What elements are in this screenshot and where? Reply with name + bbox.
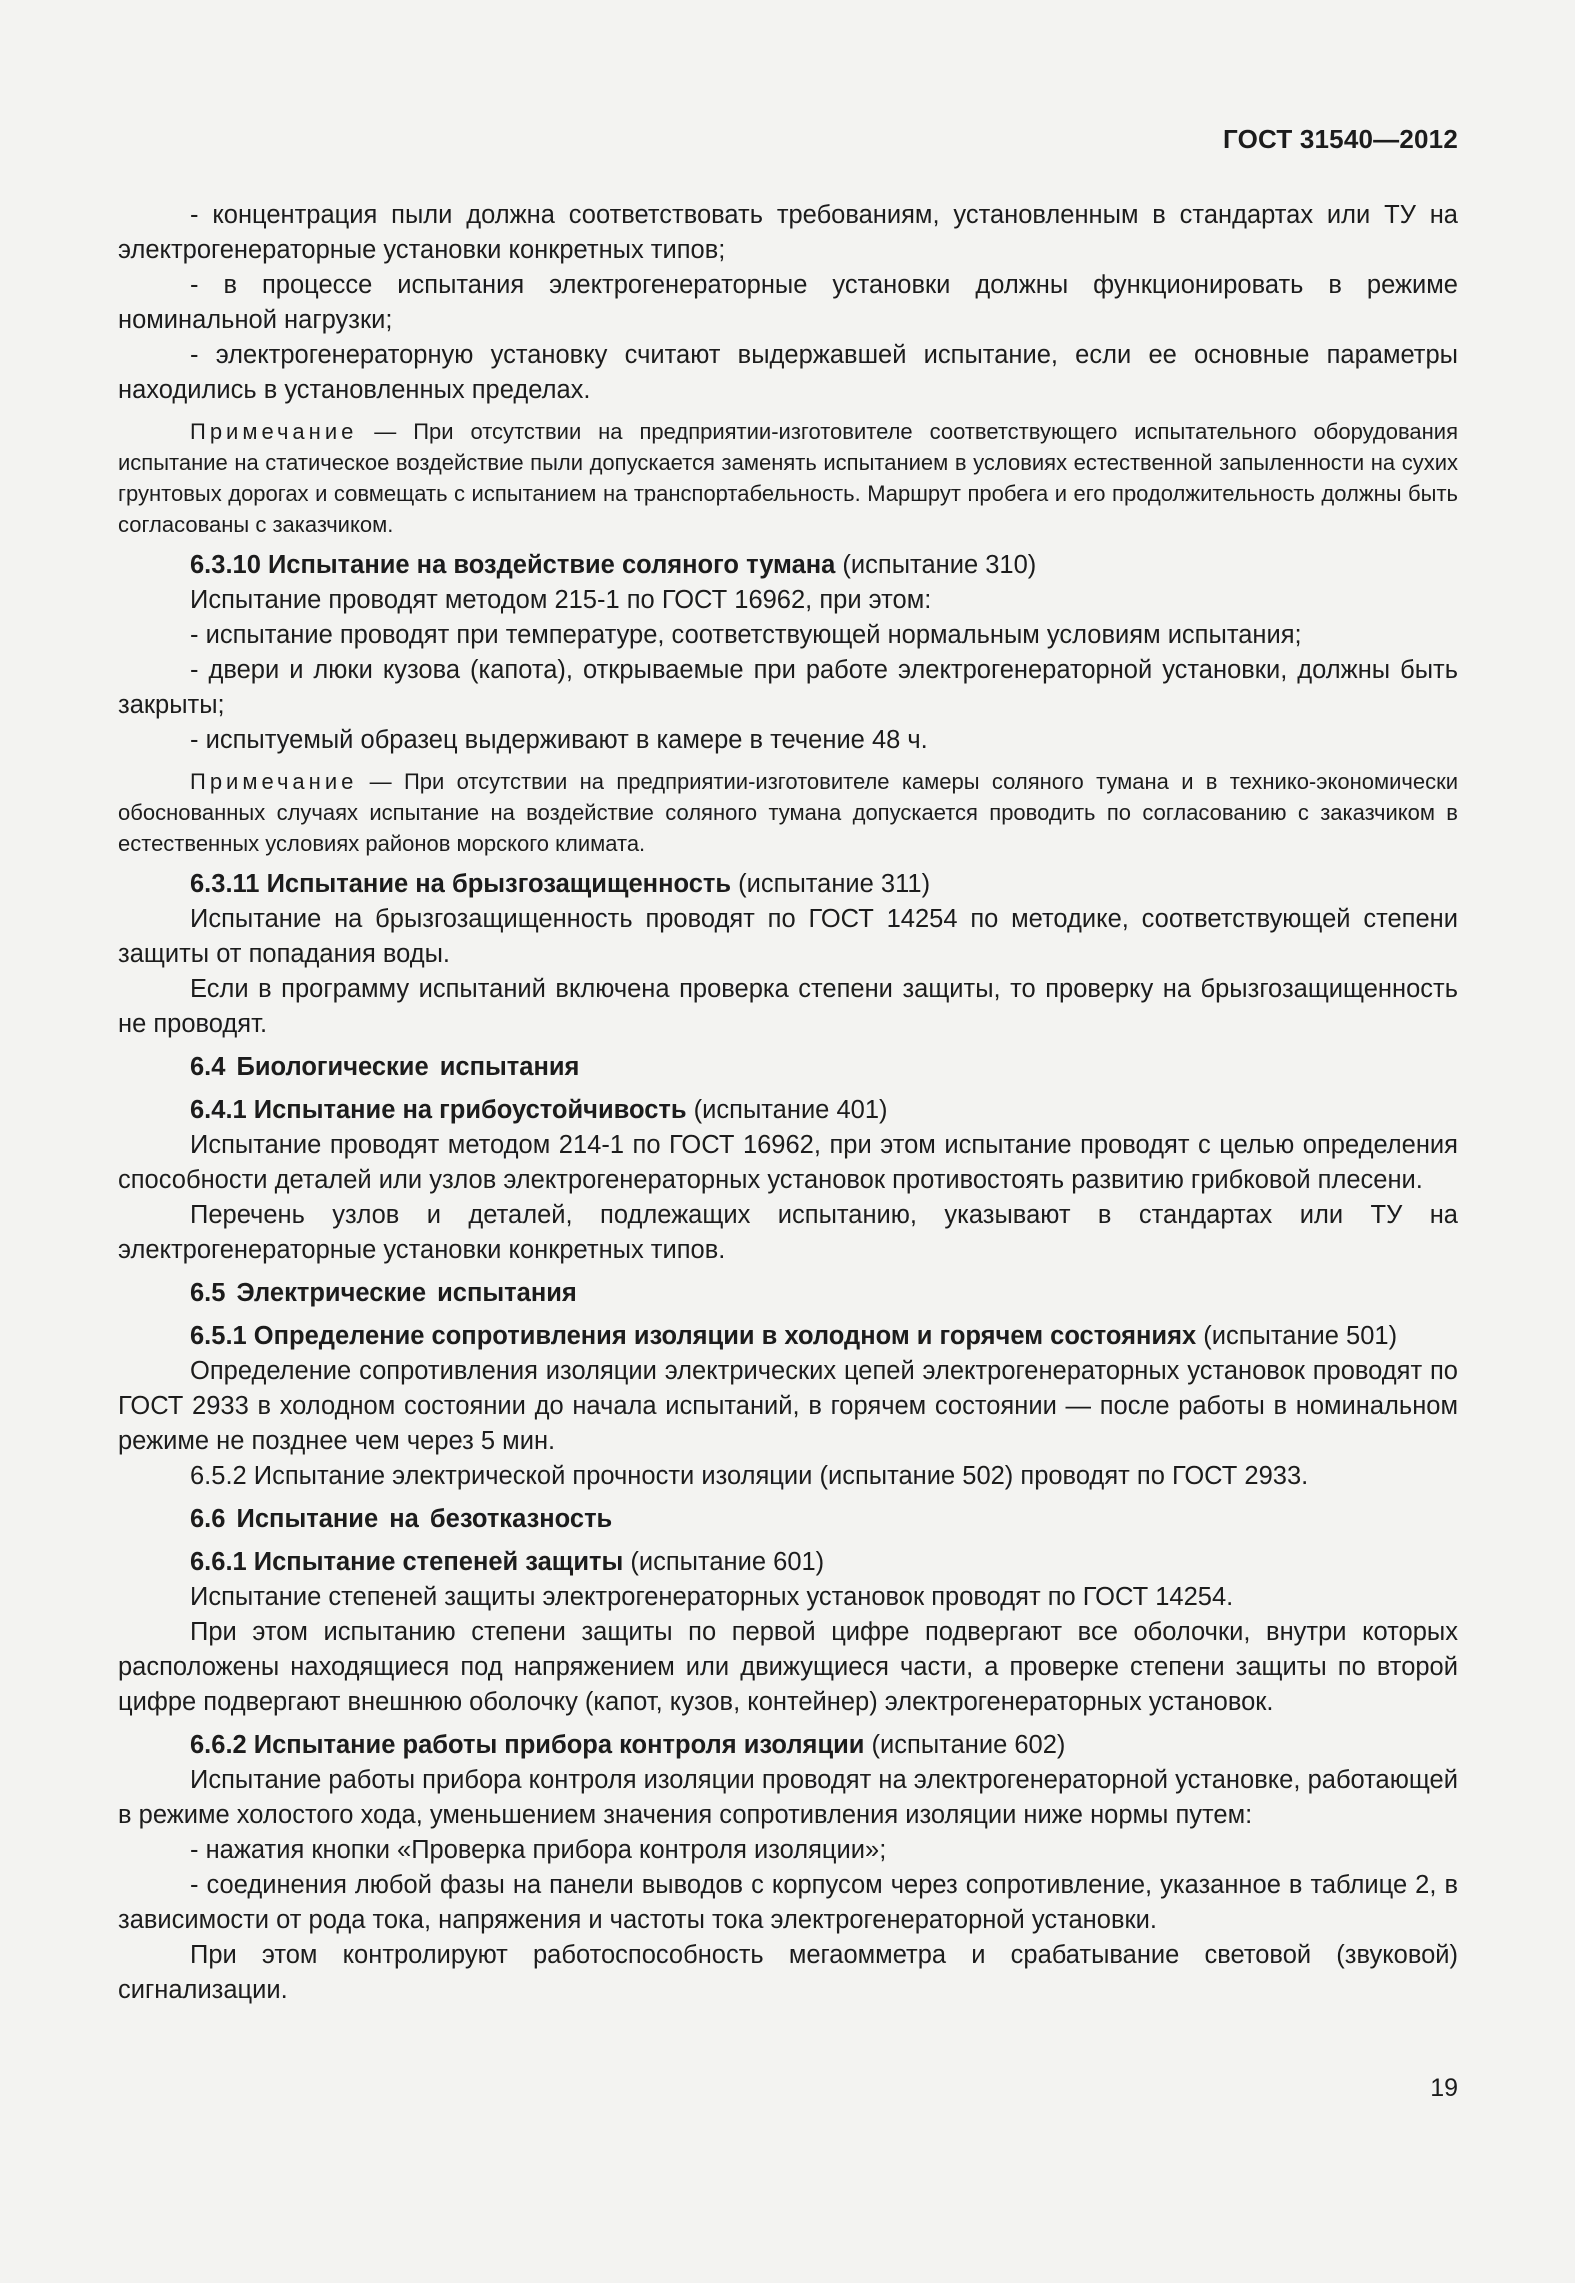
subsection-heading <box>118 1728 1458 1763</box>
paragraph: 6.5.2 Испытание электрической прочности изоляции (испытание 502) проводят по ГОСТ 2933. <box>190 1462 1309 1490</box>
heading-title: 6.5.1 Определение сопротивления изоляции в холодном и горячем состояниях <box>190 1322 1197 1350</box>
heading-title: 6.6.1 Испытание степеней защиты <box>190 1548 624 1576</box>
paragraph: - соединения любой фазы на панели выводов с корпусом через сопротивление, указанное в таблице 2, в зависимости от рода тока, напряжения и частоты тока электрогенераторной установки. <box>118 1871 1458 1934</box>
note <box>118 766 1458 859</box>
paragraph: - испытуемый образец выдерживают в камере в течение 48 ч. <box>190 726 928 754</box>
note-label: Примечание <box>190 769 358 794</box>
paragraph: - электрогенераторную установку считают выдержавшей испытание, если ее основные параметры находились в установленных пределах. <box>118 341 1458 404</box>
paragraph: Определение сопротивления изоляции электрических цепей электрогенераторных установок проводят по ГОСТ 2933 в холодном состоянии до начала испытаний, в горячем состоянии — после работы в номинальном режиме не позднее чем через 5 мин. <box>118 1357 1458 1455</box>
subsection-heading <box>118 1319 1458 1354</box>
paragraph: Испытание работы прибора контроля изоляции проводят на электрогенераторной установке, работающей в режиме холостого хода, уменьшением значения сопротивления изоляции ниже нормы путем: <box>118 1766 1458 1829</box>
paragraph: Испытание проводят методом 214-1 по ГОСТ 16962, при этом испытание проводят с целью определения способности деталей или узлов электрогенераторных установок противостоять развитию грибковой плесени. <box>118 1131 1458 1194</box>
heading-suffix: (испытание 401) <box>686 1096 888 1124</box>
note <box>118 416 1458 540</box>
subsection-heading <box>118 867 1458 902</box>
heading-suffix: (испытание 310) <box>835 551 1037 579</box>
paragraph: - двери и люки кузова (капота), открываемые при работе электрогенераторной установки, должны быть закрыты; <box>118 656 1458 719</box>
heading-title: 6.6.2 Испытание работы прибора контроля изоляции <box>190 1731 865 1759</box>
paragraph: При этом испытанию степени защиты по первой цифре подвергают все оболочки, внутри которых расположены находящиеся под напряжением или движущиеся части, а проверке степени защиты по второй цифре подвергают внешнюю оболочку (капот, кузов, контейнер) электрогенераторных установок. <box>118 1618 1458 1716</box>
page-content <box>118 198 1458 2008</box>
note-label: Примечание <box>190 419 358 444</box>
heading-suffix: (испытание 311) <box>731 870 931 898</box>
page-number: 19 <box>1430 2074 1458 2102</box>
heading-title: 6.4.1 Испытание на грибоустойчивость <box>190 1096 687 1124</box>
paragraph: Испытание на брызгозащищенность проводят по ГОСТ 14254 по методике, соответствующей степени защиты от попадания воды. <box>118 905 1458 968</box>
paragraph: - концентрация пыли должна соответствовать требованиям, установленным в стандартах или ТУ на электрогенераторные установки конкретных типов; <box>118 201 1458 264</box>
heading-suffix: (испытание 501) <box>1196 1322 1398 1350</box>
heading-title: 6.3.10 Испытание на воздействие соляного тумана <box>190 551 836 579</box>
paragraph: Испытание степеней защиты электрогенераторных установок проводят по ГОСТ 14254. <box>190 1583 1234 1611</box>
heading-title: 6.3.11 Испытание на брызгозащищенность <box>190 870 732 898</box>
note-text: — При отсутствии на предприятии-изготовителе камеры соляного тумана и в технико-экономически обоснованных случаях испытание на воздействие соляного тумана допускается проводить по согласованию с заказчиком в естественных условиях районов морского климата. <box>118 769 1458 856</box>
paragraph: При этом контролируют работоспособность мегаомметра и срабатывание световой (звуковой) сигнализации. <box>118 1941 1458 2004</box>
subsection-heading <box>118 548 1458 583</box>
paragraph: - испытание проводят при температуре, соответствующей нормальным условиям испытания; <box>190 621 1302 649</box>
paragraph: - нажатия кнопки «Проверка прибора контроля изоляции»; <box>190 1836 887 1864</box>
section-heading: 6.5 Электрические испытания <box>190 1279 577 1307</box>
paragraph: - в процессе испытания электрогенераторные установки должны функционировать в режиме номинальной нагрузки; <box>118 271 1458 334</box>
heading-suffix: (испытание 602) <box>864 1731 1066 1759</box>
paragraph: Испытание проводят методом 215-1 по ГОСТ 16962, при этом: <box>190 586 932 614</box>
paragraph: Перечень узлов и деталей, подлежащих испытанию, указывают в стандартах или ТУ на электрогенераторные установки конкретных типов. <box>118 1201 1458 1264</box>
note-text: — При отсутствии на предприятии-изготовителе соответствующего испытательного оборудования испытание на статическое воздействие пыли допускается заменять испытанием в условиях естественной запыленности на сухих грунтовых дорогах и совмещать с испытанием на транспортабельность. Маршрут пробега и его продолжительность должны быть согласованы с заказчиком. <box>118 419 1458 537</box>
section-heading: 6.4 Биологические испытания <box>190 1053 580 1081</box>
subsection-heading <box>118 1093 1458 1128</box>
section-heading: 6.6 Испытание на безотказность <box>190 1505 613 1533</box>
heading-suffix: (испытание 601) <box>623 1548 825 1576</box>
subsection-heading <box>118 1545 1458 1580</box>
paragraph: Если в программу испытаний включена проверка степени защиты, то проверку на брызгозащищенность не проводят. <box>118 975 1458 1038</box>
document-number: ГОСТ 31540—2012 <box>1223 124 1458 154</box>
